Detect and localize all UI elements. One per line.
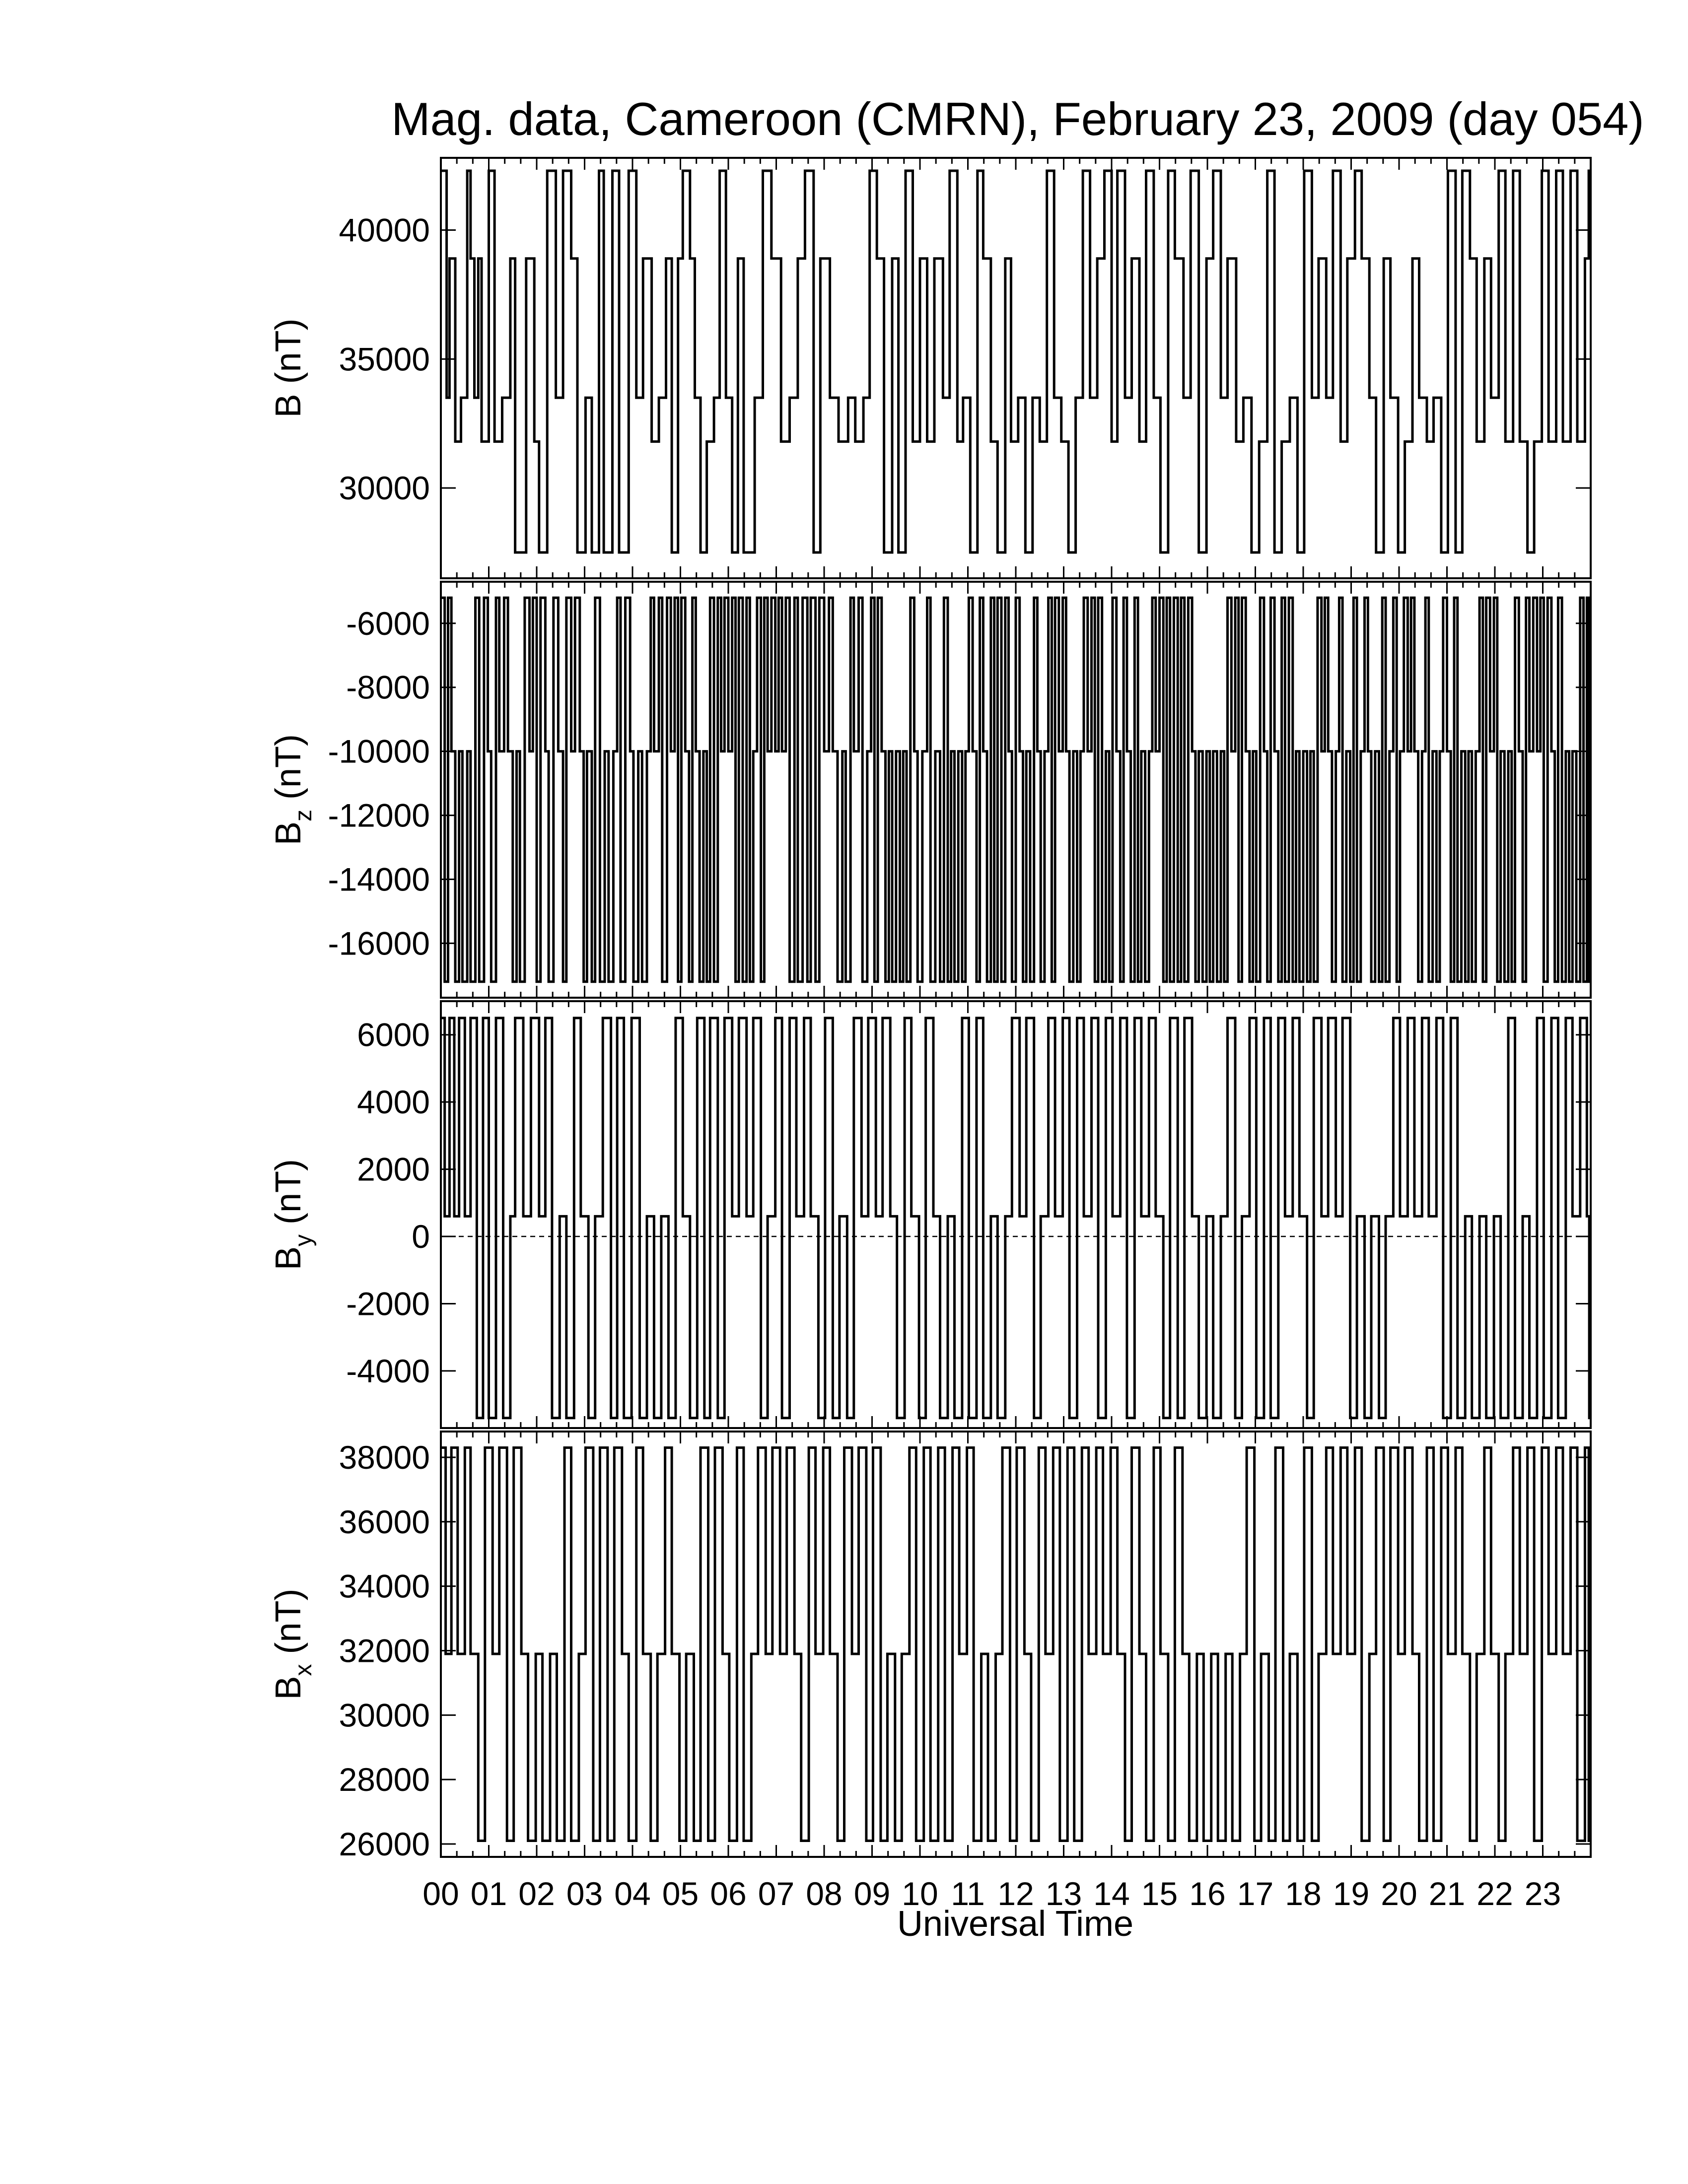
y-tick-label-b-z: -6000 (346, 605, 430, 642)
y-tick-label-b-z: -14000 (328, 861, 430, 898)
x-axis-title: Universal Time (897, 1904, 1134, 1944)
y-tick-label-b-z: -8000 (346, 669, 430, 706)
x-tick-label: 18 (1285, 1875, 1322, 1912)
y-tick-label-b-y: 4000 (357, 1084, 430, 1121)
x-tick-label: 04 (614, 1875, 651, 1912)
series-line-b-total (441, 171, 1591, 552)
y-tick-label-b-z: -10000 (328, 733, 430, 770)
y-axis-label-b-y (269, 1159, 317, 1270)
y-tick-label-b-total: 30000 (339, 470, 430, 507)
y-axis-label-main: B (269, 1246, 308, 1271)
x-tick-label: 23 (1524, 1875, 1561, 1912)
y-tick-label-b-y: -4000 (346, 1352, 430, 1389)
x-tick-label: 08 (806, 1875, 843, 1912)
series-line-b-x (441, 1448, 1591, 1841)
y-tick-label-b-y: 0 (412, 1218, 430, 1255)
x-tick-label: 20 (1381, 1875, 1417, 1912)
y-axis-label-main: B (269, 821, 308, 846)
x-tick-label: 11 (951, 1875, 985, 1912)
y-axis-label-b-x (269, 1588, 317, 1700)
panel-b-z (269, 582, 1591, 998)
x-tick-label: 00 (422, 1875, 459, 1912)
y-tick-label-b-z: -12000 (328, 797, 430, 834)
x-tick-label: 02 (518, 1875, 555, 1912)
x-tick-label: 17 (1237, 1875, 1274, 1912)
y-tick-label-b-total: 35000 (339, 341, 430, 378)
y-axis-label-b-total (269, 318, 308, 417)
x-tick-label: 19 (1333, 1875, 1370, 1912)
x-tick-label: 06 (710, 1875, 747, 1912)
x-tick-label: 03 (566, 1875, 603, 1912)
series-line-b-z (441, 598, 1591, 982)
y-tick-label-b-x: 36000 (339, 1503, 430, 1540)
y-tick-label-b-z: -16000 (328, 925, 430, 962)
y-axis-label-subscript: x (290, 1664, 317, 1676)
y-tick-label-b-x: 34000 (339, 1568, 430, 1605)
x-tick-label: 16 (1189, 1875, 1226, 1912)
x-tick-label: 07 (758, 1875, 795, 1912)
y-axis-label-main: B (269, 1676, 308, 1700)
y-tick-label-b-x: 30000 (339, 1697, 430, 1734)
y-axis-label-b-z (269, 734, 317, 845)
y-tick-label-b-x: 32000 (339, 1632, 430, 1669)
panel-b-total (269, 158, 1591, 578)
x-tick-label: 01 (470, 1875, 507, 1912)
y-axis-label-unit: (nT) (269, 1588, 308, 1664)
panel-b-x (269, 1432, 1591, 1862)
x-tick-label: 13 (1045, 1875, 1082, 1912)
x-tick-label: 09 (853, 1875, 891, 1912)
y-tick-label-b-total: 40000 (339, 211, 430, 249)
y-tick-label-b-y: -2000 (346, 1285, 430, 1322)
series-line-b-y (441, 1018, 1591, 1418)
x-tick-label: 15 (1141, 1875, 1178, 1912)
y-axis-label-subscript: y (290, 1234, 317, 1246)
x-tick-label: 14 (1093, 1875, 1130, 1912)
panel-b-y-frame (441, 1001, 1591, 1428)
y-tick-label-b-x: 28000 (339, 1761, 430, 1798)
y-tick-label-b-x: 26000 (339, 1826, 430, 1863)
y-tick-label-b-y: 2000 (357, 1151, 430, 1188)
y-axis-label-unit: (nT) (269, 1159, 308, 1234)
y-axis-label-subscript: z (290, 809, 317, 821)
x-tick-label: 12 (997, 1875, 1034, 1912)
x-tick-label: 05 (662, 1875, 699, 1912)
x-tick-label: 21 (1428, 1875, 1466, 1912)
x-tick-label: 22 (1477, 1875, 1513, 1912)
y-axis-label-unit: (nT) (269, 734, 308, 810)
panel-b-y (269, 1001, 1591, 1428)
chart-title: Mag. data, Cameroon (CMRN), February 23, 2009 (day 054) (391, 93, 1644, 145)
x-tick-label: 10 (902, 1875, 938, 1912)
y-axis-label-main: B (nT) (269, 318, 308, 418)
y-tick-label-b-x: 38000 (339, 1438, 430, 1476)
panels (269, 158, 1591, 1862)
y-tick-label-b-y: 6000 (357, 1016, 430, 1053)
